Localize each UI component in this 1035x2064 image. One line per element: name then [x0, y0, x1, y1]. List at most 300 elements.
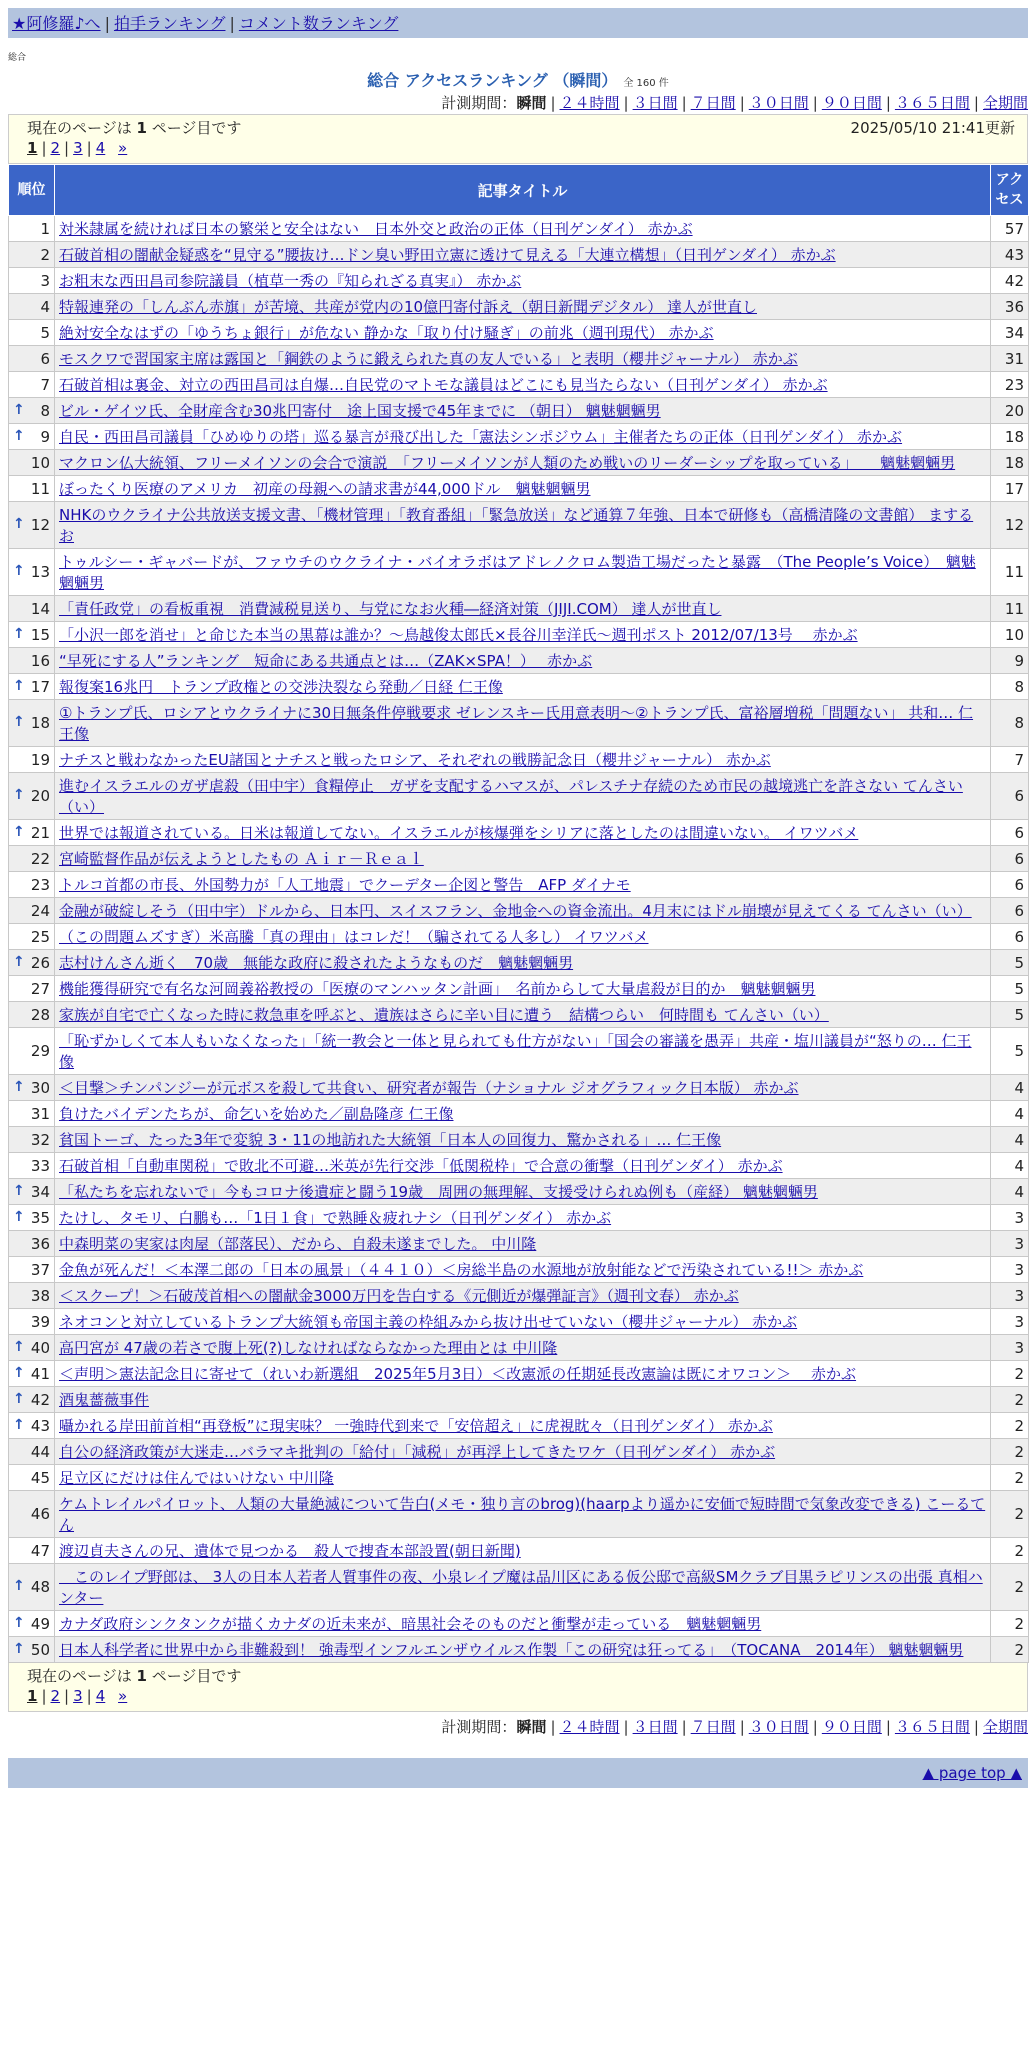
- title-cell: [55, 1564, 991, 1611]
- rank-number: 26: [30, 953, 50, 972]
- rank-number: 34: [30, 1182, 50, 1201]
- title-cell: [55, 1127, 991, 1153]
- title-cell: [55, 596, 991, 622]
- table-row: [9, 872, 1029, 898]
- rank-cell: [9, 622, 55, 648]
- article-link[interactable]: NHKのウクライナ公共放送支援文書、「機材管理」「教育番組」「緊急放送」など通算７年強、日本で研修も（高橋清隆の文書館） まするお: [59, 506, 974, 545]
- access-count: 3: [991, 1205, 1029, 1231]
- rank-cell: [9, 773, 55, 820]
- period-link[interactable]: ３６５日間: [894, 94, 970, 112]
- rank-number: 23: [30, 875, 50, 894]
- rank-cell: [9, 1127, 55, 1153]
- rank-number: 14: [30, 599, 50, 618]
- period-link[interactable]: ２４時間: [559, 94, 620, 112]
- article-link[interactable]: 渡辺貞夫さんの兄、遺体で見つかる 殺人で捜査本部設置(朝日新聞): [59, 1542, 521, 1560]
- rank-number: 48: [30, 1578, 50, 1596]
- article-link[interactable]: トルコ首都の市長、外国勢力が「人工地震」でクーデター企図と警告 AFP ダイナモ: [59, 876, 631, 894]
- top-nav-bar: [8, 8, 1028, 38]
- title-cell: [55, 648, 991, 674]
- table-row: [9, 1127, 1029, 1153]
- table-row: [9, 1538, 1029, 1564]
- pager-status-row: [27, 1665, 1015, 1687]
- title-cell: [55, 1491, 991, 1538]
- period-separator: |: [973, 1718, 979, 1736]
- home-link[interactable]: ★阿修羅♪へ: [12, 14, 101, 33]
- period-separator: |: [681, 1718, 687, 1736]
- comment-ranking-link[interactable]: コメント数ランキング: [238, 14, 399, 33]
- access-count: 6: [991, 820, 1029, 846]
- title-cell: [55, 1205, 991, 1231]
- up-arrow-icon: ↑: [13, 1182, 25, 1199]
- title-cell: [55, 773, 991, 820]
- rank-number: 18: [30, 714, 50, 732]
- title-cell: [55, 846, 991, 872]
- period-separator: |: [623, 1718, 629, 1736]
- article-link[interactable]: 石破首相の闇献金疑惑を“見守る”腰抜け…ドン臭い野田立憲に透けて見える「大連立構想」（日刊ゲンダイ） 赤かぶ: [59, 246, 836, 264]
- rank-number: 31: [30, 1104, 50, 1123]
- current-page: 1: [27, 1687, 38, 1705]
- rank-cell: [9, 502, 55, 549]
- page-link[interactable]: 3: [73, 139, 83, 157]
- period-link[interactable]: ９０日間: [821, 1718, 882, 1736]
- article-link[interactable]: たけし、タモリ、白鵬も…「1日１食」で熟睡＆疲れナシ（日刊ゲンダイ） 赤かぶ: [59, 1209, 612, 1227]
- period-link[interactable]: 全期間: [982, 94, 1028, 112]
- title-cell: [55, 747, 991, 773]
- pager-bottom: [8, 1663, 1028, 1712]
- up-arrow-icon: ↑: [13, 787, 25, 803]
- rank-number: 46: [30, 1505, 50, 1523]
- next-page-link[interactable]: »: [118, 1687, 128, 1705]
- article-link[interactable]: 進むイスラエルのガザ虐殺（田中宇）食糧停止 ガザを支配するハマスが、パレスチナ存続のため市民の越境逃亡を許さない てんさい（い）: [59, 777, 963, 816]
- access-count: 5: [991, 1028, 1029, 1075]
- rank-cell: [9, 1028, 55, 1075]
- table-row: [9, 747, 1029, 773]
- period-link[interactable]: ３０日間: [748, 94, 809, 112]
- period-link[interactable]: ９０日間: [821, 94, 882, 112]
- page-status-post: ページ目です: [151, 119, 242, 137]
- article-link[interactable]: 対米隷属を続ければ日本の繁栄と安全はない 日本外交と政治の正体（日刊ゲンダイ） 赤かぶ: [59, 220, 693, 238]
- page-link[interactable]: 2: [50, 139, 61, 157]
- article-link[interactable]: 宮崎監督作品が伝えようとしたもの Ａｉｒ－Ｒｅａｌ: [59, 850, 424, 868]
- access-count: 11: [991, 596, 1029, 622]
- article-link[interactable]: 足立区にだけは住んではいけない 中川隆: [59, 1469, 334, 1487]
- access-count: 6: [991, 924, 1029, 950]
- rank-number: 33: [30, 1156, 50, 1175]
- article-link[interactable]: 特報連発の「しんぶん赤旗」が苦境、共産が党内の10億円寄付訴え（朝日新聞デジタル） 達人が世直し: [59, 298, 757, 316]
- rank-number: 40: [30, 1338, 50, 1357]
- title-cell: [55, 1002, 991, 1028]
- page-status-pre: 現在のページは: [27, 119, 132, 137]
- pager-top: [8, 114, 1028, 164]
- rank-cell: [9, 1491, 55, 1538]
- period-separator: |: [550, 1718, 556, 1736]
- up-arrow-icon: ↑: [13, 1338, 25, 1355]
- rank-number: 19: [30, 750, 50, 769]
- page-link[interactable]: 4: [95, 139, 106, 157]
- access-count: 6: [991, 846, 1029, 872]
- rank-number: 28: [30, 1005, 50, 1024]
- page-status-post: ページ目です: [151, 1667, 242, 1685]
- rank-cell: [9, 1538, 55, 1564]
- next-page-link[interactable]: »: [118, 139, 128, 157]
- article-link[interactable]: 金魚が死んだ！＜本澤二郎の「日本の風景」（４４１０）＜房総半島の水源地が放射能などで汚染されている!!＞ 赤かぶ: [59, 1261, 864, 1279]
- article-link[interactable]: 自公の経済政策が大迷走…バラマキ批判の「給付」「減税」が再浮上してきたワケ（日刊ゲンダイ） 赤かぶ: [59, 1443, 776, 1461]
- rank-number: 9: [40, 427, 50, 446]
- table-row: [9, 1283, 1029, 1309]
- access-count: 2: [991, 1491, 1029, 1538]
- access-count: 12: [991, 502, 1029, 549]
- rank-number: 36: [30, 1234, 50, 1253]
- rank-number: 17: [30, 677, 50, 696]
- rank-cell: [9, 398, 55, 424]
- period-link[interactable]: ７日間: [690, 94, 736, 112]
- access-count: 4: [991, 1075, 1029, 1101]
- rank-cell: [9, 1205, 55, 1231]
- rank-cell: [9, 846, 55, 872]
- rank-cell: [9, 1283, 55, 1309]
- article-link[interactable]: お粗末な西田昌司参院議員（植草一秀の『知られざる真実』） 赤かぶ: [59, 272, 522, 290]
- access-count: 6: [991, 773, 1029, 820]
- rank-cell: [9, 1075, 55, 1101]
- rank-cell: [9, 450, 55, 476]
- access-count: 3: [991, 1335, 1029, 1361]
- title-cell: [55, 294, 991, 320]
- access-count: 5: [991, 950, 1029, 976]
- pager-separator: |: [41, 1687, 47, 1705]
- up-arrow-icon: ↑: [13, 1578, 25, 1594]
- pager-status-row: [27, 117, 1015, 139]
- rank-cell: [9, 1387, 55, 1413]
- table-row: [9, 294, 1029, 320]
- title-cell: [55, 1439, 991, 1465]
- rank-cell: [9, 1309, 55, 1335]
- page-link[interactable]: 3: [73, 1687, 83, 1705]
- article-link[interactable]: カナダ政府シンクタンクが描くカナダの近未来が、暗黒社会そのものだと衝撃が走っている 魑魅魍魎男: [59, 1615, 762, 1633]
- article-link[interactable]: 中森明菜の実家は肉屋（部落民）、だから、自殺未遂までした。 中川隆: [59, 1235, 537, 1253]
- rank-number: 16: [30, 651, 50, 670]
- article-link[interactable]: ケムトレイルパイロット、人類の大量絶滅について告白(メモ・独り言のbrog)(haarpより遥かに安価で短時間で気象改変できる) こーるてん: [59, 1495, 986, 1534]
- title-cell: [55, 1465, 991, 1491]
- access-count: 4: [991, 1153, 1029, 1179]
- page: [8, 8, 1035, 1788]
- access-count: 3: [991, 1309, 1029, 1335]
- rank-cell: [9, 1002, 55, 1028]
- access-count: 11: [991, 549, 1029, 596]
- article-link[interactable]: 家族が自宅で亡くなった時に救急車を呼ぶと、遺族はさらに辛い目に遭う 結構つらい 何時間も てんさい（い）: [59, 1006, 829, 1024]
- access-count: 36: [991, 294, 1029, 320]
- up-arrow-icon: ↑: [13, 427, 25, 444]
- access-count: 3: [991, 1283, 1029, 1309]
- title-cell: [55, 450, 991, 476]
- access-count: 2: [991, 1361, 1029, 1387]
- rank-number: 13: [30, 563, 50, 581]
- access-count: 2: [991, 1465, 1029, 1491]
- rank-number: 50: [30, 1640, 50, 1659]
- access-count: 2: [991, 1564, 1029, 1611]
- access-count: 8: [991, 674, 1029, 700]
- rank-number: 25: [30, 927, 50, 946]
- period-link[interactable]: ７日間: [690, 1718, 736, 1736]
- article-link[interactable]: 「私たちを忘れないで」今もコロナ後遺症と闘う19歳 周囲の無理解、支援受けられぬ例も（産経） 魑魅魍魎男: [59, 1183, 818, 1201]
- rank-cell: [9, 1231, 55, 1257]
- nav-separator: |: [229, 14, 235, 33]
- period-separator: |: [812, 1718, 818, 1736]
- period-link[interactable]: ３０日間: [748, 1718, 809, 1736]
- page-top-link[interactable]: ▲ page top ▲: [922, 1764, 1022, 1782]
- clap-ranking-link[interactable]: 拍手ランキング: [113, 14, 226, 33]
- article-link[interactable]: 酒鬼薔薇事件: [59, 1391, 150, 1409]
- rank-number: 42: [30, 1390, 50, 1409]
- title-cell: [55, 622, 991, 648]
- page-heading: [8, 68, 1028, 88]
- title-cell: [55, 268, 991, 294]
- rank-cell: [9, 924, 55, 950]
- rank-number: 10: [30, 453, 50, 472]
- article-link[interactable]: ネオコンと対立しているトランプ大統領も帝国主義の枠組みから抜け出せていない（櫻井ジャーナル） 赤かぶ: [59, 1313, 798, 1331]
- article-link[interactable]: ＜スクープ！＞石破茂首相への闇献金3000万円を告白する《元側近が爆弾証言》（週刊文春） 赤かぶ: [59, 1287, 739, 1305]
- rank-number: 21: [30, 823, 50, 842]
- col-title-header: 記事タイトル: [55, 165, 991, 216]
- table-row: [9, 346, 1029, 372]
- title-cell: [55, 1413, 991, 1439]
- item-count: 全 160 件: [623, 78, 669, 89]
- period-label: 計測期間：: [441, 1718, 517, 1736]
- title-cell: [55, 1179, 991, 1205]
- page-link[interactable]: 4: [95, 1687, 106, 1705]
- up-arrow-icon: ↑: [13, 714, 25, 730]
- table-row: [9, 549, 1029, 596]
- article-link[interactable]: マクロン仏大統領、フリーメイソンの会合で演説 「フリーメイソンが人類のため戦いのリーダーシップを取っている」 魑魅魍魎男: [59, 454, 956, 472]
- access-count: 20: [991, 398, 1029, 424]
- rank-cell: [9, 674, 55, 700]
- article-link[interactable]: （この問題ムズすぎ）米高騰「真の理由」はコレだ！（騙されてる人多し） イワツバメ: [59, 928, 649, 946]
- article-link[interactable]: 石破首相は裏金、対立の西田昌司は自爆…自民党のマトモな議員はどこにも見当たらない（日刊ゲンダイ） 赤かぶ: [59, 376, 828, 394]
- pager-separator: |: [86, 139, 92, 157]
- page-status-num: 1: [136, 1667, 147, 1685]
- table-row: [9, 1611, 1029, 1637]
- article-link[interactable]: ぼったくり医療のアメリカ 初産の母親への請求書が44,000ドル 魑魅魍魎男: [59, 480, 591, 498]
- title-cell: [55, 976, 991, 1002]
- table-row: [9, 1101, 1029, 1127]
- pager-separator: [109, 139, 114, 157]
- table-row: [9, 372, 1029, 398]
- page-title: 総合 アクセスランキング （瞬間）: [367, 71, 618, 90]
- period-separator: |: [739, 94, 745, 112]
- table-row: [9, 1387, 1029, 1413]
- col-access-header: アクセス: [991, 165, 1029, 216]
- rank-cell: [9, 976, 55, 1002]
- table-row: [9, 1413, 1029, 1439]
- rank-cell: [9, 294, 55, 320]
- up-arrow-icon: ↑: [13, 1078, 25, 1095]
- rank-number: 37: [30, 1260, 50, 1279]
- title-cell: [55, 502, 991, 549]
- title-cell: [55, 1611, 991, 1637]
- access-count: 8: [991, 700, 1029, 747]
- table-row: [9, 596, 1029, 622]
- title-cell: [55, 700, 991, 747]
- access-count: 2: [991, 1413, 1029, 1439]
- article-link[interactable]: 機能獲得研究で有名な河岡義裕教授の「医療のマンハッタン計画」 名前からして大量虐殺が目的か 魑魅魍魎男: [59, 980, 816, 998]
- period-link[interactable]: ３６５日間: [894, 1718, 970, 1736]
- article-link[interactable]: モスクワで習国家主席は露国と「鋼鉄のように鍛えられた真の友人でいる」と表明（櫻井ジャーナル） 赤かぶ: [59, 350, 798, 368]
- article-link[interactable]: ①トランプ氏、ロシアとウクライナに30日無条件停戦要求 ゼレンスキー氏用意表明～②トランプ氏、富裕層増税「問題ない」 共和… 仁王像: [59, 704, 974, 743]
- title-cell: [55, 898, 991, 924]
- period-separator: |: [812, 94, 818, 112]
- rank-cell: [9, 372, 55, 398]
- rank-number: 35: [30, 1208, 50, 1227]
- table-row: [9, 773, 1029, 820]
- rank-number: 29: [30, 1042, 50, 1060]
- access-count: 31: [991, 346, 1029, 372]
- table-row: [9, 1179, 1029, 1205]
- table-row: [9, 924, 1029, 950]
- access-count: 5: [991, 1002, 1029, 1028]
- article-link[interactable]: 自民・西田昌司議員「ひめゆりの塔」巡る暴言が飛び出した「憲法シンポジウム」主催者たちの正体（日刊ゲンダイ） 赤かぶ: [59, 428, 903, 446]
- title-cell: [55, 216, 991, 242]
- title-cell: [55, 1361, 991, 1387]
- article-link[interactable]: “早死にする人”ランキング 短命にある共通点とは…（ZAK×SPA！） 赤かぶ: [59, 652, 593, 670]
- rank-cell: [9, 424, 55, 450]
- article-link[interactable]: 高円宮が 47歳の若さで腹上死(?)しなければならなかった理由とは 中川隆: [59, 1339, 558, 1357]
- rank-cell: [9, 872, 55, 898]
- rank-number: 20: [30, 787, 50, 805]
- article-link[interactable]: 絶対安全なはずの「ゆうちょ銀行」が危ない 静かな「取り付け騒ぎ」の前兆（週刊現代） 赤かぶ: [59, 324, 714, 342]
- rank-cell: [9, 1611, 55, 1637]
- article-link[interactable]: 「責任政党」の看板重視 消費減税見送り、与党になお火種―経済対策（JIJI.COM） 達人が世直し: [59, 600, 722, 618]
- rank-cell: [9, 320, 55, 346]
- access-count: 34: [991, 320, 1029, 346]
- ranking-body: [9, 216, 1029, 1663]
- article-link[interactable]: 囁かれる岸田前首相“再登板”に現実味？ 一強時代到来で「安倍超え」に虎視眈々（日刊ゲンダイ） 赤かぶ: [59, 1417, 773, 1435]
- rank-cell: [9, 1257, 55, 1283]
- access-count: 4: [991, 1127, 1029, 1153]
- article-link[interactable]: 石破首相「自動車関税」で敗北不可避…米英が先行交渉「低関税枠」で合意の衝撃（日刊ゲンダイ） 赤かぶ: [59, 1157, 783, 1175]
- title-cell: [55, 242, 991, 268]
- article-link[interactable]: 貧国トーゴ、たった3年で変貌 3・11の地訪れた大統領「日本人の回復力、驚かされる」… 仁王像: [59, 1131, 722, 1149]
- title-cell: [55, 1538, 991, 1564]
- rank-cell: [9, 549, 55, 596]
- title-cell: [55, 320, 991, 346]
- access-count: 4: [991, 1101, 1029, 1127]
- rank-number: 1: [40, 219, 50, 238]
- article-link[interactable]: 報復案16兆円 トランプ政権との交渉決裂なら発動／日経 仁王像: [59, 678, 503, 696]
- rank-number: 4: [40, 297, 50, 316]
- title-cell: [55, 1101, 991, 1127]
- period-link[interactable]: 全期間: [982, 1718, 1028, 1736]
- title-cell: [55, 1387, 991, 1413]
- rank-cell: [9, 346, 55, 372]
- access-count: 2: [991, 1387, 1029, 1413]
- up-arrow-icon: ↑: [13, 823, 25, 840]
- pager-separator: |: [41, 139, 47, 157]
- access-count: 2: [991, 1439, 1029, 1465]
- rank-cell: [9, 242, 55, 268]
- period-current: 瞬間: [516, 1718, 547, 1736]
- table-row: [9, 1491, 1029, 1538]
- table-row: [9, 622, 1029, 648]
- article-link[interactable]: 「恥ずかしくて本人もいなくなった」「統一教会と一体と見られても仕方がない」「国会の審議を愚弄」共産・塩川議員が“怒りの… 仁王像: [59, 1032, 972, 1071]
- article-link[interactable]: ＜声明＞憲法記念日に寄せて（れいわ新選組 2025年5月3日）＜改憲派の任期延長改憲論は既にオワコン＞ 赤かぶ: [59, 1365, 857, 1383]
- title-cell: [55, 872, 991, 898]
- nav-separator: |: [104, 14, 110, 33]
- article-link[interactable]: 志村けんさん逝く 70歳 無能な政府に殺されたようなものだ 魑魅魍魎男: [59, 954, 574, 972]
- title-cell: [55, 1231, 991, 1257]
- period-separator: |: [623, 94, 629, 112]
- rank-cell: [9, 700, 55, 747]
- rank-cell: [9, 1179, 55, 1205]
- title-cell: [55, 346, 991, 372]
- access-count: 18: [991, 424, 1029, 450]
- table-row: [9, 820, 1029, 846]
- article-link[interactable]: このレイプ野郎は、 3人の日本人若者人質事件の夜、小泉レイプ魔は品川区にある仮公邸で高級SMクラブ目黒ラピリンスの出張 真相ハンター: [59, 1568, 983, 1607]
- title-cell: [55, 1283, 991, 1309]
- article-link[interactable]: トゥルシー・ギャバードが、ファウチのウクライナ・バイオラボはアドレノクロム製造工場だったと暴露 （The People’s Voice） 魑魅魍魎男: [59, 553, 976, 592]
- table-row: [9, 1335, 1029, 1361]
- up-arrow-icon: ↑: [13, 1416, 25, 1433]
- access-count: 3: [991, 1231, 1029, 1257]
- table-row: [9, 1075, 1029, 1101]
- footer-bar: [8, 1758, 1028, 1788]
- access-count: 5: [991, 976, 1029, 1002]
- title-cell: [55, 924, 991, 950]
- table-row: [9, 320, 1029, 346]
- rank-number: 32: [30, 1130, 50, 1149]
- article-link[interactable]: 日本人科学者に世界中から非難殺到！ 強毒型インフルエンザウイルス作製「この研究は狂ってる」 （TOCANA 2014年） 魑魅魍魎男: [59, 1641, 964, 1659]
- article-link[interactable]: ＜目撃＞チンパンジーが元ボスを殺して共食い、研究者が報告（ナショナル ジオグラフィック日本版） 赤かぶ: [59, 1079, 799, 1097]
- article-link[interactable]: ナチスと戦わなかったEU諸国とナチスと戦ったロシア、それぞれの戦勝記念日（櫻井ジャーナル） 赤かぶ: [59, 751, 771, 769]
- rank-cell: [9, 268, 55, 294]
- table-row: [9, 1002, 1029, 1028]
- table-row: [9, 450, 1029, 476]
- title-cell: [55, 950, 991, 976]
- table-row: [9, 648, 1029, 674]
- rank-cell: [9, 1564, 55, 1611]
- table-row: [9, 1309, 1029, 1335]
- access-count: 4: [991, 1179, 1029, 1205]
- article-link[interactable]: 世界では報道されている。日米は報道してない。イスラエルが核爆弾をシリアに落としたのは間違いない。 イワツバメ: [59, 824, 859, 842]
- table-row: [9, 898, 1029, 924]
- table-row: [9, 502, 1029, 549]
- page-status-num: 1: [136, 119, 147, 137]
- rank-number: 27: [30, 979, 50, 998]
- access-count: 2: [991, 1538, 1029, 1564]
- table-row: [9, 1439, 1029, 1465]
- rank-number: 5: [40, 323, 50, 342]
- pager-separator: [109, 1687, 114, 1705]
- period-selector-top: [8, 92, 1028, 114]
- access-count: 17: [991, 476, 1029, 502]
- rank-number: 7: [40, 375, 50, 394]
- period-link[interactable]: ３日間: [632, 94, 678, 112]
- table-row: [9, 846, 1029, 872]
- article-link[interactable]: ビル・ゲイツ氏、全財産含む30兆円寄付 途上国支援で45年までに （朝日） 魑魅魍魎男: [59, 402, 661, 420]
- category-label: 総合: [8, 53, 27, 63]
- title-cell: [55, 1075, 991, 1101]
- table-row: [9, 700, 1029, 747]
- title-cell: [55, 1637, 991, 1663]
- title-cell: [55, 1257, 991, 1283]
- access-count: 6: [991, 872, 1029, 898]
- period-link[interactable]: ２４時間: [559, 1718, 620, 1736]
- title-cell: [55, 820, 991, 846]
- page-link[interactable]: 2: [50, 1687, 61, 1705]
- title-cell: [55, 674, 991, 700]
- article-link[interactable]: 「小沢一郎を消せ」と命じた本当の黒幕は誰か？～鳥越俊太郎氏×長谷川幸洋氏～週刊ポスト 2012/07/13号 赤かぶ: [59, 626, 858, 644]
- article-link[interactable]: 金融が破綻しそう（田中宇）ドルから、日本円、スイスフラン、金地金への資金流出。4月末にはドル崩壊が見えてくる てんさい（い）: [59, 902, 972, 920]
- period-link[interactable]: ３日間: [632, 1718, 678, 1736]
- article-link[interactable]: 負けたバイデンたちが、命乞いを始めた／副島隆彦 仁王像: [59, 1105, 454, 1123]
